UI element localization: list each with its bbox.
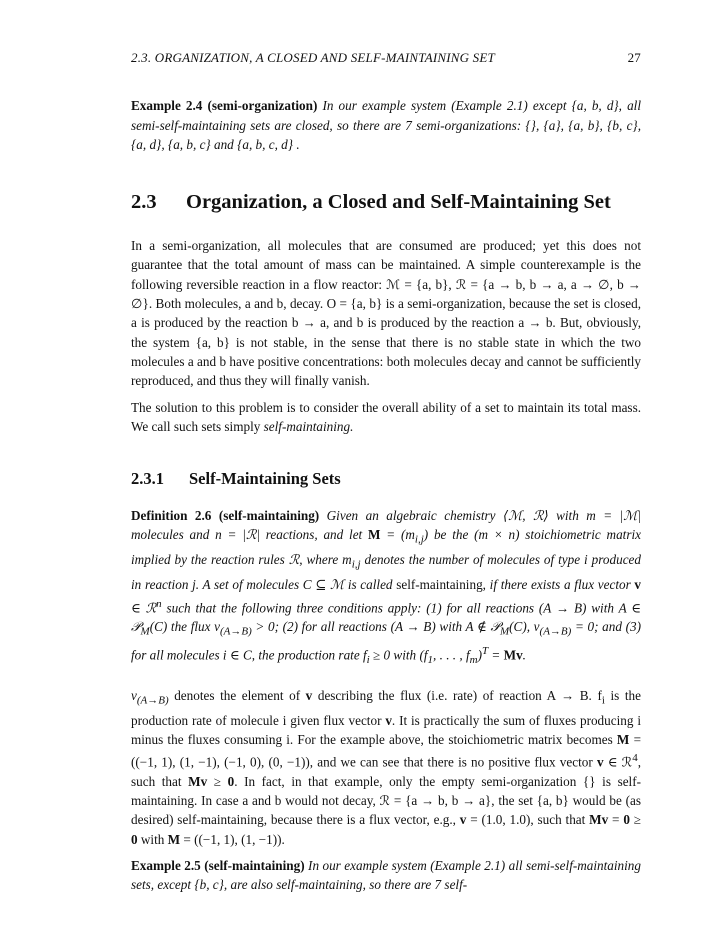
example-2-4-text: In our example system (Example 2.1) except {a, b, d}, all semi-self-maintaining sets are closed, so there are 7 semi-organizations: {}, {a}, {a, b}, {b, c}, {a, d}, {a, b, c} and {a, b, c, d} .: [131, 98, 641, 152]
body-paragraph-3: [131, 686, 641, 849]
b3-a10: . In fact, in that example, only the empty semi-organization {} is self-maintaining. In case a and b would not decay, ℛ = {a → b, b → a}, the set {a, b} would be (as desired) self-maintaining, because there is a flux vector, e.g.,: [131, 773, 641, 828]
b3-a6-v: v: [596, 754, 604, 770]
section-title: Organization, a Closed and Self-Maintaining Set: [186, 191, 611, 214]
example-2-5-label: Example 2.5 (self-maintaining): [131, 857, 305, 873]
definition-2-6: [131, 506, 641, 670]
def-part13: , . . . , f: [433, 647, 470, 663]
b3-a9: ≥: [207, 773, 228, 789]
def-term: self-maintaining,: [396, 577, 486, 593]
b3-a2-v: v: [305, 687, 313, 703]
b3-a7: ∈ ℛ: [603, 754, 633, 770]
def-part15: =: [488, 647, 504, 663]
b3-a13-0: 0: [131, 831, 138, 847]
b3-a3-sub: i: [601, 694, 605, 707]
def-part6: ∈ ℛ: [131, 600, 157, 616]
b3-a5-M: M: [616, 731, 630, 747]
b3-a8: , such that: [131, 754, 641, 789]
body2-term: self-maintaining.: [263, 418, 354, 434]
b3-a6: = ((−1, 1), (1, −1), (−1, 0), (0, −1)), and we can see that there is no positive flux vector: [131, 731, 642, 770]
b3-a7-sup: 4: [632, 752, 638, 765]
def-part8: (C) the flux v: [149, 619, 220, 635]
b3-a4: is the production rate of molecule i given flux vector: [131, 687, 641, 728]
def-v: v: [634, 577, 641, 593]
b3-a11-Mv: Mv: [589, 812, 609, 828]
example-2-5: [131, 856, 641, 895]
running-header: [131, 48, 641, 67]
def-part16: .: [522, 647, 526, 663]
def-part11: = 0; and (3) for all molecules i ∈ C, the production rate f: [131, 619, 642, 663]
section-number: 2.3: [131, 191, 157, 214]
section-heading: [131, 189, 641, 216]
def-part11-sub: i: [366, 654, 370, 667]
b3-a5: . It is practically the sum of fluxes producing i minus the fluxes consuming i. For the example above, the stoichiometric matrix becomes: [131, 712, 641, 747]
def-part12-sub: 1: [427, 654, 433, 667]
b3-a1: v: [131, 687, 137, 703]
def-part7: such that the following three conditions apply: (1) for all reactions (A → B) with A ∈ 𝒫: [131, 600, 642, 635]
b3-a10-v: v: [459, 812, 467, 828]
b3-a2: denotes the element of: [168, 687, 306, 703]
b3-a12: =: [608, 812, 624, 828]
subsection-heading: [131, 468, 641, 490]
body2-before: The solution to this problem is to consider the overall ability of a set to maintain its total mass. We call such sets simply: [131, 399, 641, 434]
def-part9-sub: M: [499, 625, 510, 638]
b3-a8-Mv: Mv: [188, 773, 208, 789]
b3-a9-0: 0: [227, 773, 235, 789]
page: [131, 48, 641, 902]
page-number: 27: [627, 50, 641, 65]
def-part3: ) be the (m × n) stoichiometric matrix implied by the reaction rules ℛ, where m: [131, 527, 641, 568]
example-2-4: [131, 96, 641, 154]
def-part4: denotes the number of molecules of type i produced in reaction j. A set of molecules C ⊆ ℳ is called: [131, 552, 641, 593]
b3-a11: = (1.0, 1.0), such that: [466, 812, 590, 828]
def-part2: = (m: [380, 527, 415, 543]
running-title: 2.3. ORGANIZATION, A CLOSED AND SELF-MAINTAINING SET: [131, 50, 495, 65]
body-paragraph-2: [131, 398, 641, 437]
def-part13-sub: m: [469, 654, 478, 667]
def-part14: ): [477, 647, 482, 663]
def-part9: > 0; (2) for all reactions (A → B) with A ∉ 𝒫: [251, 619, 500, 635]
b3-a4-v: v: [385, 712, 392, 728]
definition-label: Definition 2.6 (self-maintaining): [131, 508, 320, 524]
def-part14-sup: T: [482, 645, 489, 658]
def-part3-sub: i,j: [351, 559, 361, 572]
def-M: M: [368, 527, 381, 543]
subsection-title: Self-Maintaining Sets: [189, 469, 341, 489]
def-part7-sub: M: [140, 625, 150, 638]
b3-a1-sub: (A→B): [136, 694, 169, 707]
def-part10: (C), v: [509, 619, 540, 635]
b3-a12-0: 0: [623, 812, 630, 828]
example-2-5-text: In our example system (Example 2.1) all semi-self-maintaining sets, except {b, c}, are also self-maintaining, so there are 7 self-: [131, 857, 641, 893]
body-paragraph-1: In a semi-organization, all molecules that are consumed are produced; yet this does not guarantee that the total amount of mass can be maintained. A simple counterexample is the following reversible reaction in a flow reactor: ℳ = {a, b}, ℛ = {a → b, b → a, a → ∅, b → ∅}. Both molecules, a and b, decay. O = {a, b} is a semi-organization, because the set is closed, a is produced by the reaction b → a, and b is produced by the reaction a → b. But, obviously, the system {a, b} is not stable, in the sense that there is no stable state in which the two molecules a and b have positive concentrations: both molecules decay and cannot be sufficiently reproduced, and thus they will finally vanish.: [131, 238, 641, 389]
def-part2-sub: i,j: [414, 534, 424, 547]
def-part1: Given an algebraic chemistry ⟨ℳ, ℛ⟩ with m = |ℳ| molecules and n = |ℛ| reactions, and let: [131, 508, 641, 543]
subsection-number: 2.3.1: [131, 469, 164, 489]
b3-a15: = ((−1, 1), (1, −1)).: [180, 831, 285, 847]
example-2-4-label: Example 2.4 (semi-organization): [131, 98, 318, 114]
def-Mv: Mv: [503, 647, 523, 663]
b3-a3: describing the flux (i.e. rate) of reaction A → B. f: [312, 687, 602, 703]
b3-a14-M: M: [167, 831, 181, 847]
def-part12: ≥ 0 with (f: [369, 647, 428, 663]
def-part10-sub: (A→B): [539, 625, 572, 638]
def-part8-sub: (A→B): [220, 625, 252, 638]
def-part6-sup: n: [156, 597, 162, 610]
b3-a13: ≥: [629, 812, 642, 828]
b3-a14: with: [137, 831, 168, 847]
def-part5: if there exists a flux vector: [485, 577, 635, 593]
